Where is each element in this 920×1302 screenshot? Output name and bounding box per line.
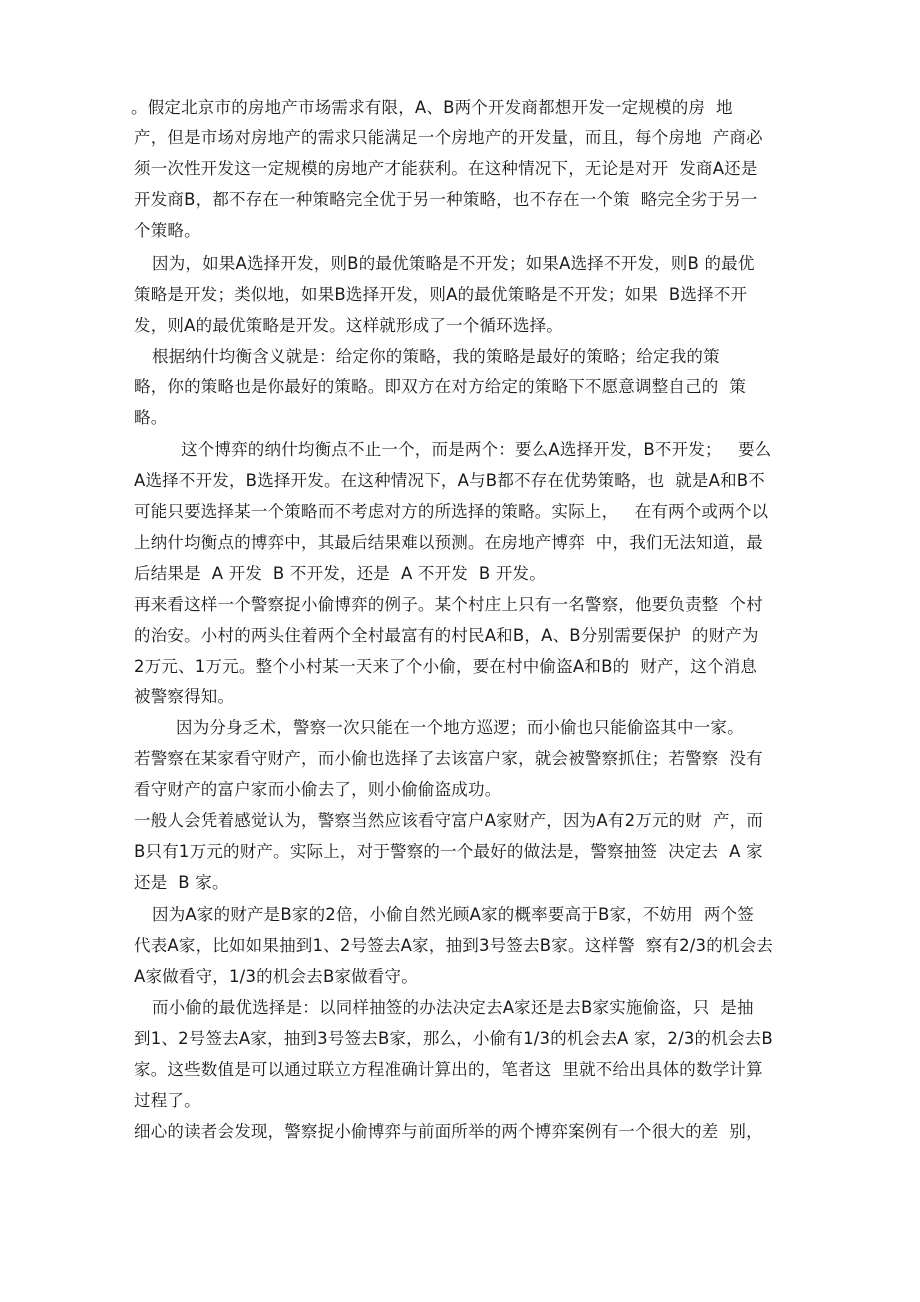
text-line: 略，你的策略也是你最好的策略。即双方在对方给定的策略下不愿意调整自己的 策 xyxy=(134,377,747,396)
text-line: 过程了。 xyxy=(134,1091,201,1110)
text-line: 发，则A的最优策略是开发。这样就形成了一个循环选择。 xyxy=(134,316,563,335)
text-line: 。假定北京市的房地产市场需求有限，A、B两个开发商都想开发一定规模的房 地 xyxy=(131,98,733,117)
text-line: 代表A家，比如如果抽到1、2号签去A家，抽到3号签去B家。这样警 察有2/3的机会去 xyxy=(134,936,774,955)
text-line: 略。 xyxy=(134,408,168,427)
text-line: 须一次性开发这一定规模的房地产才能获利。在这种情况下，无论是对开 发商A还是 xyxy=(134,159,758,178)
text-line: 因为，如果A选择开发，则B的最优策略是不开发；如果A选择不开发，则B 的最优 xyxy=(152,254,755,273)
text-line: 开发商B，都不存在一种策略完全优于另一种策略，也不存在一个策 略完全劣于另一 xyxy=(134,190,758,209)
text-line: 因为A家的财产是B家的2倍，小偷自然光顾A家的概率要高于B家，不妨用 两个签 xyxy=(152,905,755,924)
text-line: 个策略。 xyxy=(134,221,201,240)
text-line: 上纳什均衡点的博弈中，其最后结果难以预测。在房地产博弈 中，我们无法知道，最 xyxy=(134,533,763,552)
text-line: 还是 B 家。 xyxy=(134,873,229,892)
text-line: 到1、2号签去A家，抽到3号签去B家，那么，小偷有1/3的机会去A 家，2/3的机会去B xyxy=(134,1029,773,1048)
text-line: 再来看这样一个警察捉小偷博弈的例子。某个村庄上只有一名警察，他要负责整 个村 xyxy=(134,595,763,614)
text-line: 家。这些数值是可以通过联立方程准确计算出的，笔者这 里就不给出具体的数学计算 xyxy=(134,1060,763,1079)
text-line: 而小偷的最优选择是：以同样抽签的办法决定去A家还是去B家实施偷盗，只 是抽 xyxy=(152,998,754,1017)
text-line: 这个博弈的纳什均衡点不止一个，而是两个：要么A选择开发，B不开发； 要么 xyxy=(181,440,772,459)
text-line: 2万元、1万元。整个小村某一天来了个小偷，要在村中偷盗A和B的 财产，这个消息 xyxy=(134,657,758,676)
text-line: 产，但是市场对房地产的需求只能满足一个房地产的开发量，而且，每个房地 产商必 xyxy=(134,128,763,147)
text-line: 看守财产的富户家而小偷去了，则小偷偷盗成功。 xyxy=(134,780,502,799)
text-line: 后结果是 A 开发 B 不开发，还是 A 不开发 B 开发。 xyxy=(134,564,546,583)
text-line: 细心的读者会发现，警察捉小偷博弈与前面所举的两个博弈案例有一个很大的差 别， xyxy=(134,1122,763,1141)
text-line: A家做看守，1/3的机会去B家做看守。 xyxy=(134,967,418,986)
text-line: 可能只要选择某一个策略而不考虑对方的所选择的策略。实际上， 在有两个或两个以 xyxy=(134,502,769,521)
text-line: 一般人会凭着感觉认为，警察当然应该看守富户A家财产，因为A有2万元的财 产，而 xyxy=(134,811,764,830)
text-line: 策略是开发；类似地，如果B选择开发，则A的最优策略是不开发；如果 B选择不开 xyxy=(134,285,748,304)
text-line: 若警察在某家看守财产，而小偷也选择了去该富户家，就会被警察抓住；若警察 没有 xyxy=(134,749,763,768)
text-line: 被警察得知。 xyxy=(134,687,235,706)
text-line: 根据纳什均衡含义就是：给定你的策略，我的策略是最好的策略；给定我的策 xyxy=(152,347,720,366)
text-line: B只有1万元的财产。实际上，对于警察的一个最好的做法是，警察抽签 决定去 A 家 xyxy=(134,842,763,861)
text-line: 的治安。小村的两头住着两个全村最富有的村民A和B，A、B分别需要保护 的财产为 xyxy=(134,626,759,645)
text-line: 因为分身乏术，警察一次只能在一个地方巡逻；而小偷也只能偷盗其中一家。 xyxy=(176,718,744,737)
text-line: A选择不开发，B选择开发。在这种情况下，A与B都不存在优势策略，也 就是A和B不 xyxy=(134,471,766,490)
